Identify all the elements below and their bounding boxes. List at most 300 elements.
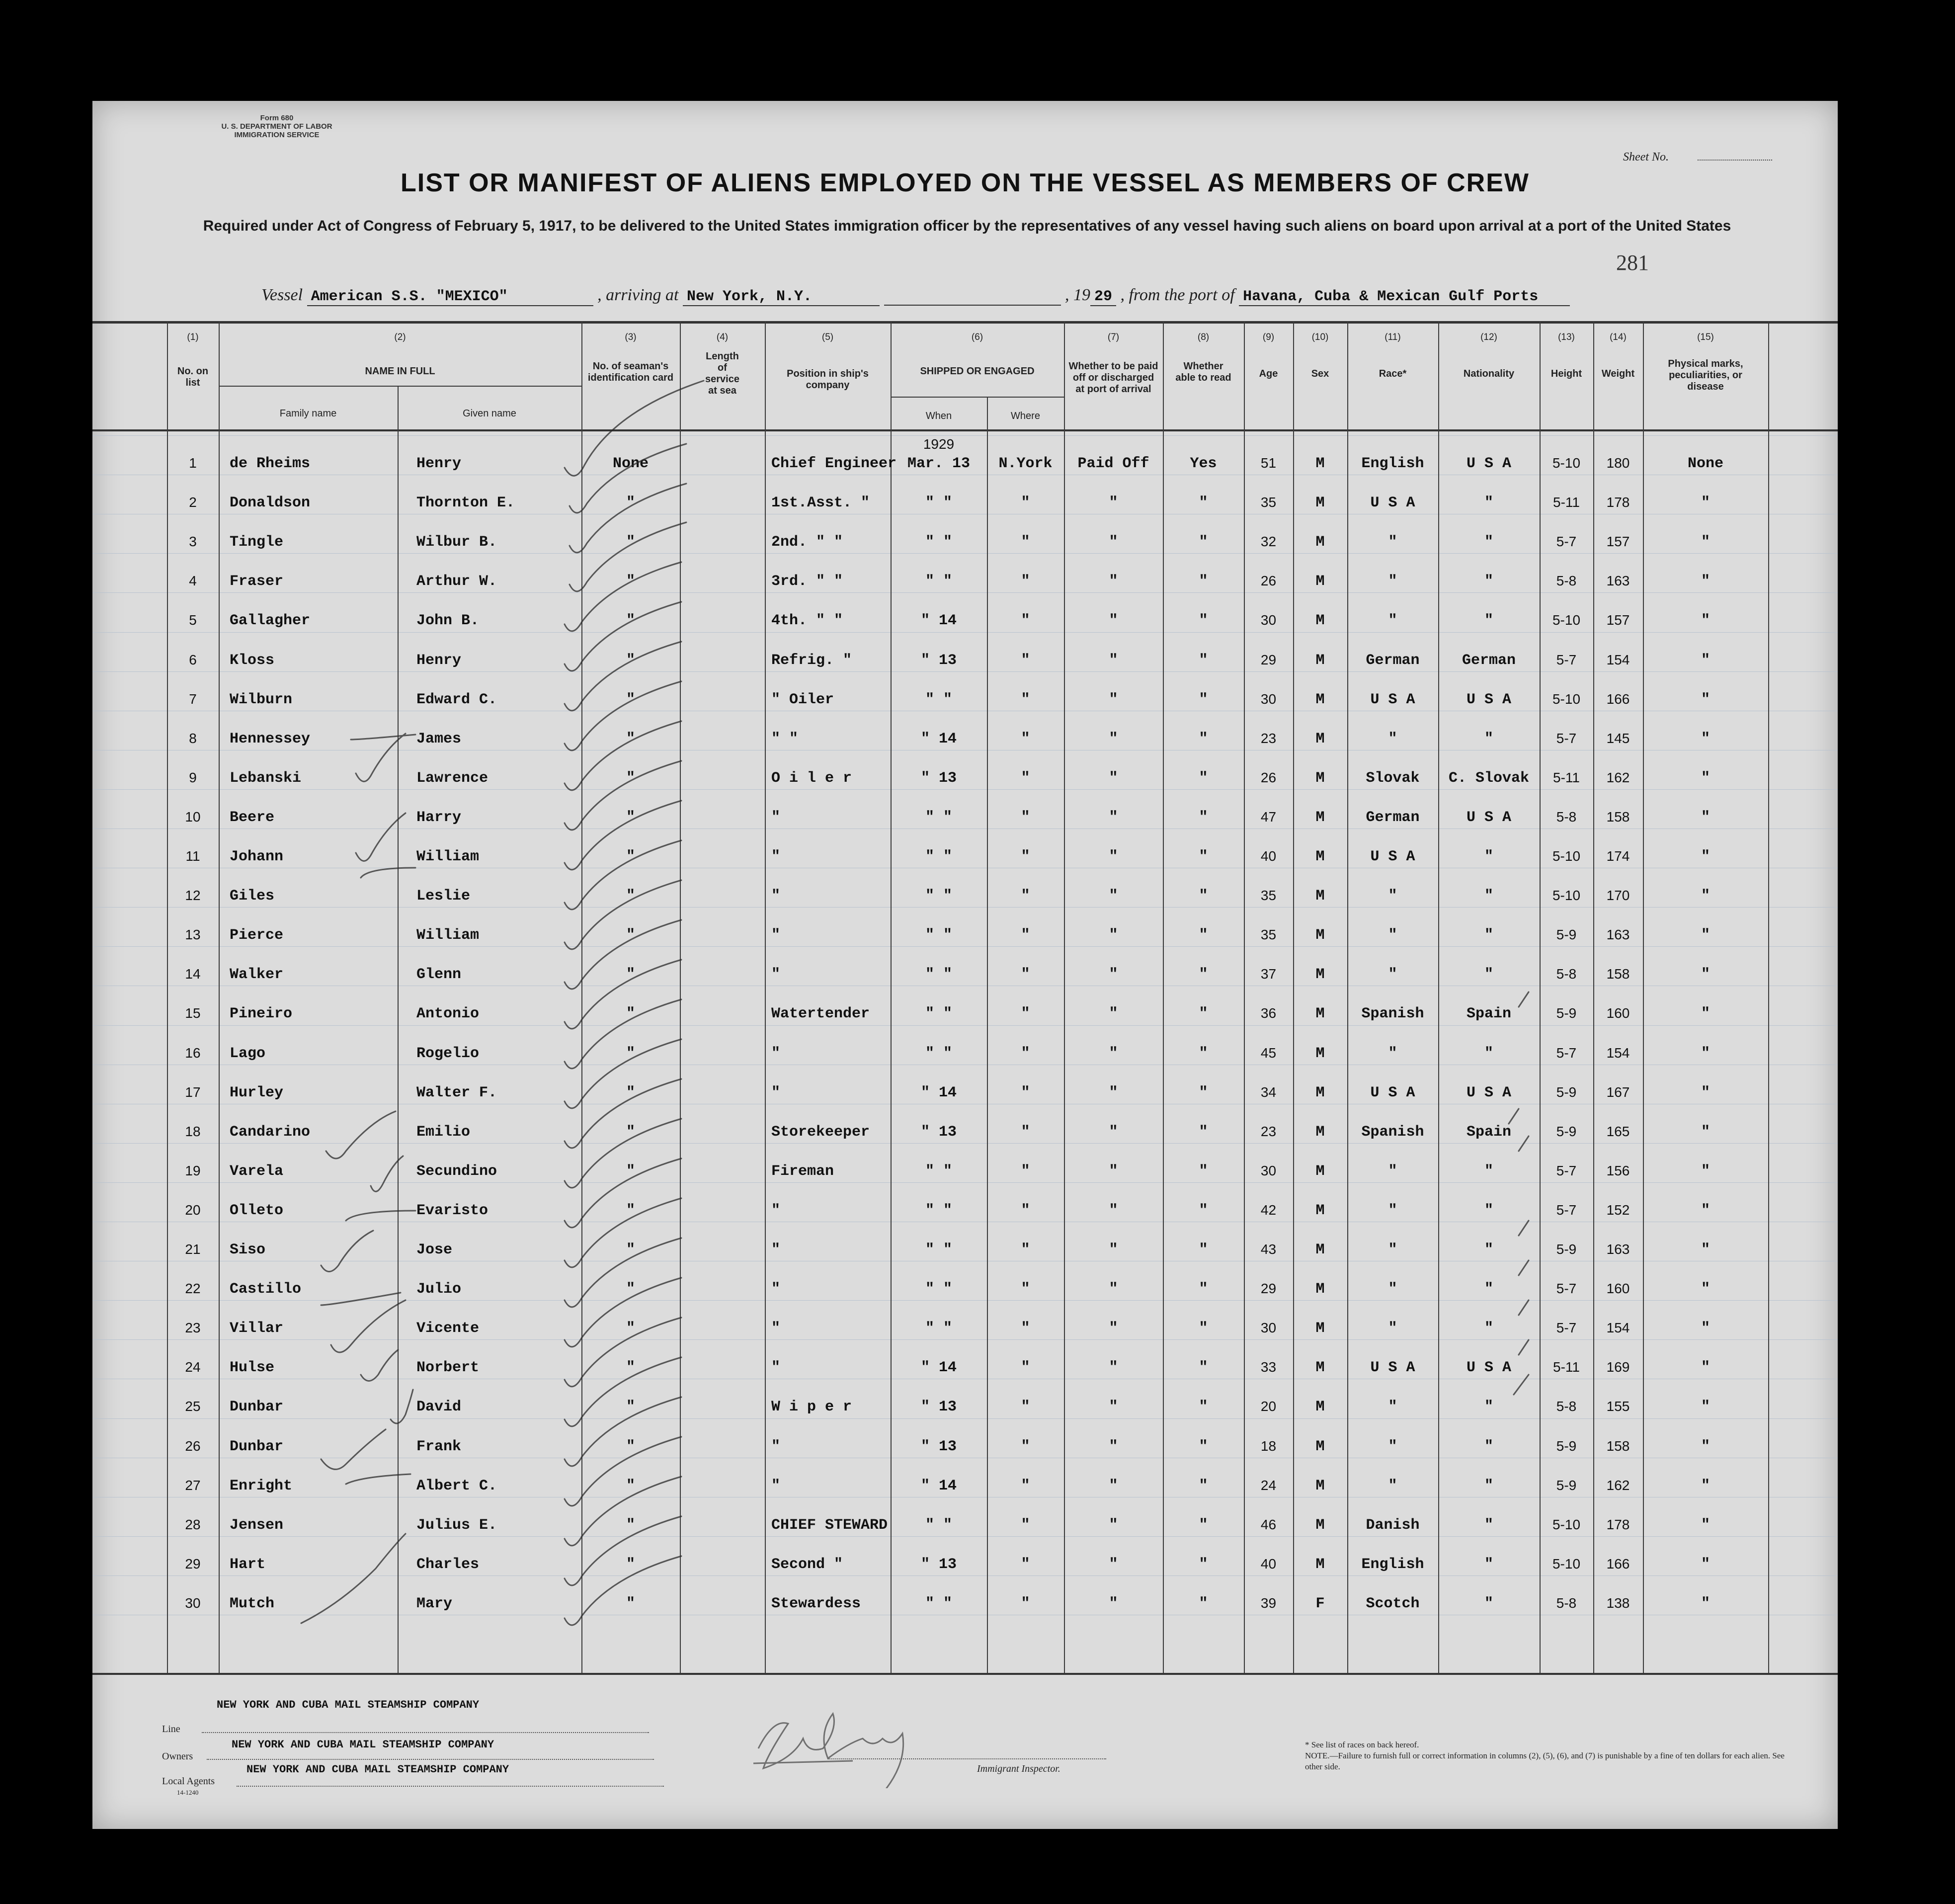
form-code: 14-1240 bbox=[177, 1789, 199, 1796]
vessel-line bbox=[261, 286, 1570, 306]
col7-number: (7) bbox=[1107, 332, 1120, 342]
cell-sex: M bbox=[1315, 1045, 1325, 1062]
cell-shipped-where: " bbox=[1021, 495, 1030, 512]
col13-header: Height bbox=[1550, 368, 1582, 379]
cell-id-card: " bbox=[626, 730, 635, 747]
cell-weight: 166 bbox=[1606, 1556, 1630, 1572]
col3-number: (3) bbox=[625, 332, 637, 342]
from-port: Havana, Cuba & Mexican Gulf Ports bbox=[1239, 288, 1570, 306]
cell-able-to-read: " bbox=[1199, 691, 1208, 708]
cell-shipped-where: " bbox=[1021, 691, 1030, 708]
cell-weight: 145 bbox=[1606, 730, 1630, 746]
cell-position: 1st.Asst. " bbox=[771, 495, 870, 512]
cell-nationality: Spain bbox=[1466, 1123, 1511, 1141]
cell-sex: M bbox=[1315, 495, 1325, 512]
cell-able-to-read: " bbox=[1199, 652, 1208, 669]
vessel-name: American S.S. "MEXICO" bbox=[307, 288, 593, 306]
cell-row-number: 26 bbox=[185, 1438, 201, 1454]
cell-shipped-when: Mar. 13 bbox=[907, 455, 971, 472]
cell-position: " bbox=[771, 809, 781, 826]
cell-shipped-when: " 14 bbox=[920, 1359, 957, 1377]
cell-weight: 158 bbox=[1606, 966, 1630, 982]
year-label: , 19 bbox=[1065, 286, 1090, 304]
cell-shipped-where: " bbox=[1021, 927, 1030, 944]
manifest-sheet bbox=[92, 101, 1838, 1829]
cell-age: 47 bbox=[1260, 809, 1277, 825]
cell-age: 20 bbox=[1260, 1399, 1277, 1414]
vessel-label: Vessel bbox=[261, 286, 303, 304]
cell-row-number: 16 bbox=[185, 1045, 201, 1061]
cell-sex: M bbox=[1315, 1516, 1325, 1534]
cell-race: " bbox=[1388, 1045, 1397, 1062]
cell-age: 35 bbox=[1260, 927, 1277, 943]
cell-family-name: Villar bbox=[230, 1320, 284, 1337]
cell-id-card: " bbox=[626, 1281, 635, 1298]
cell-row-number: 20 bbox=[185, 1202, 201, 1218]
cell-given-name: Julius E. bbox=[416, 1516, 497, 1534]
cell-given-name: Henry bbox=[416, 455, 462, 472]
cell-position: Fireman bbox=[771, 1162, 834, 1180]
cell-paid-off: " bbox=[1109, 1516, 1118, 1534]
cell-shipped-when: " " bbox=[925, 1281, 952, 1298]
cell-family-name: Johann bbox=[230, 848, 284, 865]
cell-shipped-where: " bbox=[1021, 730, 1030, 747]
cell-id-card: " bbox=[626, 966, 635, 984]
cell-position: Stewardess bbox=[771, 1595, 861, 1612]
cell-row-number: 19 bbox=[185, 1162, 201, 1178]
cell-id-card: " bbox=[626, 1359, 635, 1377]
cell-height: 5-9 bbox=[1556, 927, 1577, 943]
cell-weight: 174 bbox=[1606, 848, 1630, 864]
cell-shipped-where: " bbox=[1021, 1242, 1030, 1258]
cell-sex: M bbox=[1315, 1556, 1325, 1573]
col14-number: (14) bbox=[1610, 332, 1627, 342]
cell-able-to-read: " bbox=[1199, 769, 1208, 787]
cell-row-number: 27 bbox=[185, 1477, 201, 1493]
sheet-number-line bbox=[1698, 160, 1772, 161]
cell-weight: 157 bbox=[1606, 534, 1630, 550]
cell-nationality: German bbox=[1462, 652, 1516, 669]
cell-id-card: " bbox=[626, 1242, 635, 1258]
cell-weight: 138 bbox=[1606, 1595, 1630, 1611]
col1-header: No. on list bbox=[177, 366, 209, 388]
cell-height: 5-9 bbox=[1556, 1242, 1577, 1257]
cell-id-card: " bbox=[626, 534, 635, 551]
footnote bbox=[1305, 1739, 1802, 1772]
cell-nationality: " bbox=[1484, 730, 1493, 747]
cell-age: 26 bbox=[1260, 769, 1277, 785]
col7-header: Whether to be paid off or discharged at port of arrival bbox=[1068, 361, 1158, 395]
cell-able-to-read: " bbox=[1199, 1556, 1208, 1573]
cell-sex: M bbox=[1315, 1281, 1325, 1298]
cell-row-number: 1 bbox=[189, 455, 197, 471]
cell-shipped-where: " bbox=[1021, 1281, 1030, 1298]
cell-given-name: Henry bbox=[416, 652, 462, 669]
cell-able-to-read: " bbox=[1199, 848, 1208, 865]
cell-shipped-when: " 13 bbox=[920, 769, 957, 787]
cell-position: W i p e r bbox=[771, 1399, 852, 1416]
cell-able-to-read: " bbox=[1199, 730, 1208, 747]
cell-physical-marks: " bbox=[1701, 848, 1710, 865]
cell-physical-marks: " bbox=[1701, 1045, 1710, 1062]
cell-physical-marks: " bbox=[1701, 1359, 1710, 1377]
cell-given-name: William bbox=[416, 927, 480, 944]
col2-number: (2) bbox=[394, 332, 406, 342]
cell-shipped-when: " 14 bbox=[920, 730, 957, 747]
cell-race: " bbox=[1388, 730, 1397, 747]
cell-able-to-read: Yes bbox=[1190, 455, 1217, 472]
cell-height: 5-9 bbox=[1556, 1123, 1577, 1139]
cell-sex: M bbox=[1315, 1477, 1325, 1494]
cell-race: U S A bbox=[1370, 691, 1415, 708]
cell-physical-marks: " bbox=[1701, 534, 1710, 551]
cell-age: 30 bbox=[1260, 1320, 1277, 1336]
cell-position: 3rd. " " bbox=[771, 573, 843, 590]
cell-nationality: " bbox=[1484, 612, 1493, 630]
cell-paid-off: " bbox=[1109, 495, 1118, 512]
cell-height: 5-9 bbox=[1556, 1005, 1577, 1021]
cell-position: Chief Engineer bbox=[771, 455, 897, 472]
col11-number: (11) bbox=[1385, 332, 1401, 342]
cell-paid-off: " bbox=[1109, 1162, 1118, 1180]
cell-family-name: Pierce bbox=[230, 927, 284, 944]
crew-table bbox=[92, 321, 1838, 1673]
cell-height: 5-11 bbox=[1553, 495, 1580, 510]
cell-race: " bbox=[1388, 1281, 1397, 1298]
cell-nationality: U S A bbox=[1466, 691, 1511, 708]
cell-id-card: " bbox=[626, 1556, 635, 1573]
cell-sex: M bbox=[1315, 809, 1325, 826]
cell-position: " bbox=[771, 966, 781, 984]
department-name: U. S. DEPARTMENT OF LABOR bbox=[221, 122, 332, 131]
cell-shipped-when: " " bbox=[925, 848, 952, 865]
cell-height: 5-10 bbox=[1552, 612, 1581, 628]
cell-shipped-when: " " bbox=[925, 1516, 952, 1534]
cell-height: 5-7 bbox=[1556, 1320, 1577, 1336]
document-title: LIST OR MANIFEST OF ALIENS EMPLOYED ON THE VESSEL AS MEMBERS OF CREW bbox=[401, 168, 1530, 197]
cell-given-name: James bbox=[416, 730, 462, 747]
cell-physical-marks: " bbox=[1701, 1438, 1710, 1455]
cell-family-name: Mutch bbox=[230, 1595, 275, 1612]
cell-weight: 154 bbox=[1606, 652, 1630, 667]
cell-able-to-read: " bbox=[1199, 888, 1208, 905]
col15-header: Physical marks, peculiarities, or disease bbox=[1668, 358, 1743, 392]
cell-nationality: Spain bbox=[1466, 1005, 1511, 1023]
cell-age: 24 bbox=[1260, 1477, 1277, 1493]
cell-family-name: Hurley bbox=[230, 1084, 284, 1101]
cell-paid-off: " bbox=[1109, 730, 1118, 747]
cell-race: Danish bbox=[1366, 1516, 1420, 1534]
cell-age: 40 bbox=[1260, 1556, 1277, 1572]
line-company: NEW YORK AND CUBA MAIL STEAMSHIP COMPANY bbox=[217, 1699, 480, 1711]
cell-race: " bbox=[1388, 888, 1397, 905]
cell-shipped-when: " " bbox=[925, 495, 952, 512]
col9-header: Age bbox=[1259, 368, 1278, 379]
cell-family-name: Hart bbox=[230, 1556, 266, 1573]
from-port-label: , from the port of bbox=[1120, 286, 1235, 304]
cell-able-to-read: " bbox=[1199, 1202, 1208, 1219]
cell-nationality: " bbox=[1484, 1162, 1493, 1180]
cell-position: Watertender bbox=[771, 1005, 870, 1023]
cell-age: 26 bbox=[1260, 573, 1277, 589]
cell-nationality: " bbox=[1484, 1477, 1493, 1494]
cell-weight: 162 bbox=[1606, 1477, 1630, 1493]
cell-physical-marks: " bbox=[1701, 888, 1710, 905]
cell-id-card: " bbox=[626, 1202, 635, 1219]
cell-paid-off: " bbox=[1109, 1242, 1118, 1258]
cell-height: 5-9 bbox=[1556, 1477, 1577, 1493]
col6-header: SHIPPED OR ENGAGED bbox=[920, 366, 1035, 377]
cell-age: 45 bbox=[1260, 1045, 1277, 1061]
cell-weight: 170 bbox=[1606, 888, 1630, 904]
cell-physical-marks: " bbox=[1701, 691, 1710, 708]
sheet-number-label: Sheet No. bbox=[1623, 151, 1669, 164]
cell-row-number: 28 bbox=[185, 1516, 201, 1532]
cell-family-name: Giles bbox=[230, 888, 275, 905]
cell-shipped-when: " 14 bbox=[920, 612, 957, 630]
col2-header: NAME IN FULL bbox=[365, 366, 435, 377]
cell-position: Second " bbox=[771, 1556, 843, 1573]
cell-race: " bbox=[1388, 927, 1397, 944]
cell-race: " bbox=[1388, 1202, 1397, 1219]
cell-paid-off: " bbox=[1109, 1202, 1118, 1219]
col5-header: Position in ship's company bbox=[787, 368, 869, 391]
cell-shipped-when: " 14 bbox=[920, 1477, 957, 1494]
handwritten-check-marks bbox=[92, 321, 1838, 1673]
cell-position: " bbox=[771, 1320, 781, 1337]
cell-nationality: " bbox=[1484, 1399, 1493, 1416]
cell-able-to-read: " bbox=[1199, 1242, 1208, 1258]
cell-weight: 169 bbox=[1606, 1359, 1630, 1375]
cell-sex: M bbox=[1315, 1202, 1325, 1219]
cell-able-to-read: " bbox=[1199, 809, 1208, 826]
cell-id-card: " bbox=[626, 927, 635, 944]
cell-weight: 167 bbox=[1606, 1084, 1630, 1100]
cell-physical-marks: " bbox=[1701, 652, 1710, 669]
cell-given-name: Vicente bbox=[416, 1320, 480, 1337]
cell-shipped-where: " bbox=[1021, 1399, 1030, 1416]
cell-shipped-where: " bbox=[1021, 1438, 1030, 1455]
cell-paid-off: " bbox=[1109, 612, 1118, 630]
cell-given-name: Albert C. bbox=[416, 1477, 497, 1494]
col5-number: (5) bbox=[821, 332, 834, 342]
col10-header: Sex bbox=[1311, 368, 1329, 379]
cell-sex: M bbox=[1315, 730, 1325, 747]
cell-weight: 160 bbox=[1606, 1281, 1630, 1297]
cell-id-card: " bbox=[626, 1320, 635, 1337]
owners-company: NEW YORK AND CUBA MAIL STEAMSHIP COMPANY bbox=[232, 1738, 494, 1751]
cell-paid-off: " bbox=[1109, 1556, 1118, 1573]
col12-header: Nationality bbox=[1463, 368, 1515, 379]
document-subtitle: Required under Act of Congress of February 5, 1917, to be delivered to the United States immigration officer by the representatives of any vessel having such aliens on board upon arrival at a port of the United States bbox=[203, 218, 1731, 234]
cell-nationality: " bbox=[1484, 1242, 1493, 1258]
when-header: When bbox=[925, 411, 952, 421]
cell-shipped-where: " bbox=[1021, 848, 1030, 865]
cell-sex: M bbox=[1315, 1399, 1325, 1416]
cell-given-name: Edward C. bbox=[416, 691, 497, 708]
cell-sex: M bbox=[1315, 848, 1325, 865]
cell-nationality: " bbox=[1484, 573, 1493, 590]
shipped-year: 1929 bbox=[923, 436, 955, 452]
cell-age: 51 bbox=[1260, 455, 1277, 471]
cell-shipped-where: " bbox=[1021, 1162, 1030, 1180]
cell-weight: 152 bbox=[1606, 1202, 1630, 1218]
cell-row-number: 4 bbox=[189, 573, 197, 589]
cell-able-to-read: " bbox=[1199, 927, 1208, 944]
cell-given-name: Leslie bbox=[416, 888, 471, 905]
cell-race: U S A bbox=[1370, 1084, 1415, 1101]
cell-family-name: Candarino bbox=[230, 1123, 311, 1141]
cell-nationality: U S A bbox=[1466, 455, 1511, 472]
cell-id-card: " bbox=[626, 769, 635, 787]
cell-row-number: 24 bbox=[185, 1359, 201, 1375]
cell-position: " bbox=[771, 1242, 781, 1258]
cell-race: Slovak bbox=[1366, 769, 1420, 787]
cell-age: 40 bbox=[1260, 848, 1277, 864]
cell-age: 29 bbox=[1260, 1281, 1277, 1297]
cell-physical-marks: " bbox=[1701, 1399, 1710, 1416]
local-agents-label: Local Agents bbox=[162, 1776, 215, 1787]
cell-weight: 158 bbox=[1606, 1438, 1630, 1454]
family-name-header: Family name bbox=[279, 408, 337, 419]
cell-row-number: 23 bbox=[185, 1320, 201, 1336]
cell-shipped-when: " 13 bbox=[920, 1123, 957, 1141]
cell-position: CHIEF STEWARD bbox=[771, 1516, 888, 1534]
cell-position: " bbox=[771, 1202, 781, 1219]
cell-physical-marks: " bbox=[1701, 612, 1710, 630]
cell-shipped-when: " " bbox=[925, 573, 952, 590]
cell-row-number: 22 bbox=[185, 1281, 201, 1297]
cell-nationality: " bbox=[1484, 495, 1493, 512]
cell-paid-off: " bbox=[1109, 1005, 1118, 1023]
cell-shipped-when: " " bbox=[925, 691, 952, 708]
cell-position: O i l e r bbox=[771, 769, 852, 787]
cell-physical-marks: " bbox=[1701, 1162, 1710, 1180]
cell-nationality: " bbox=[1484, 848, 1493, 865]
cell-family-name: Kloss bbox=[230, 652, 275, 669]
cell-given-name: Glenn bbox=[416, 966, 462, 984]
cell-row-number: 29 bbox=[185, 1556, 201, 1572]
cell-weight: 163 bbox=[1606, 573, 1630, 589]
cell-weight: 160 bbox=[1606, 1005, 1630, 1021]
cell-row-number: 5 bbox=[189, 612, 197, 628]
cell-shipped-when: " " bbox=[925, 1595, 952, 1612]
cell-id-card: " bbox=[626, 1477, 635, 1494]
cell-physical-marks: " bbox=[1701, 730, 1710, 747]
cell-weight: 178 bbox=[1606, 495, 1630, 510]
cell-nationality: " bbox=[1484, 1595, 1493, 1612]
cell-race: Scotch bbox=[1366, 1595, 1420, 1612]
cell-shipped-where: " bbox=[1021, 888, 1030, 905]
cell-family-name: Lago bbox=[230, 1045, 266, 1062]
cell-race: " bbox=[1388, 534, 1397, 551]
col4-header: Length of service at sea bbox=[705, 351, 739, 396]
cell-shipped-where: " bbox=[1021, 1005, 1030, 1023]
cell-nationality: U S A bbox=[1466, 1084, 1511, 1101]
cell-nationality: C. Slovak bbox=[1448, 769, 1530, 787]
cell-sex: M bbox=[1315, 1005, 1325, 1023]
cell-race: " bbox=[1388, 1162, 1397, 1180]
cell-shipped-when: " 13 bbox=[920, 652, 957, 669]
cell-paid-off: " bbox=[1109, 966, 1118, 984]
cell-id-card: " bbox=[626, 652, 635, 669]
cell-family-name: Olleto bbox=[230, 1202, 284, 1219]
cell-physical-marks: " bbox=[1701, 1281, 1710, 1298]
cell-weight: 165 bbox=[1606, 1123, 1630, 1139]
cell-height: 5-8 bbox=[1556, 1595, 1577, 1611]
arriving-port: New York, N.Y. bbox=[683, 288, 880, 306]
cell-family-name: de Rheims bbox=[230, 455, 311, 472]
cell-id-card: " bbox=[626, 1162, 635, 1180]
cell-physical-marks: " bbox=[1701, 1477, 1710, 1494]
cell-given-name: Walter F. bbox=[416, 1084, 497, 1101]
cell-shipped-when: " " bbox=[925, 1202, 952, 1219]
cell-paid-off: " bbox=[1109, 1045, 1118, 1062]
cell-age: 33 bbox=[1260, 1359, 1277, 1375]
cell-shipped-when: " " bbox=[925, 1320, 952, 1337]
cell-height: 5-8 bbox=[1556, 1399, 1577, 1414]
cell-sex: M bbox=[1315, 612, 1325, 630]
cell-family-name: Wilburn bbox=[230, 691, 293, 708]
cell-sex: M bbox=[1315, 1438, 1325, 1455]
cell-paid-off: " bbox=[1109, 691, 1118, 708]
cell-height: 5-10 bbox=[1552, 848, 1581, 864]
col3-header: No. of seaman's identification card bbox=[587, 361, 674, 383]
cell-physical-marks: " bbox=[1701, 966, 1710, 984]
cell-position: Storekeeper bbox=[771, 1123, 870, 1141]
cell-row-number: 3 bbox=[189, 534, 197, 550]
cell-sex: M bbox=[1315, 1123, 1325, 1141]
cell-able-to-read: " bbox=[1199, 1281, 1208, 1298]
cell-paid-off: " bbox=[1109, 927, 1118, 944]
cell-height: 5-10 bbox=[1552, 888, 1581, 904]
cell-shipped-when: " 14 bbox=[920, 1084, 957, 1101]
cell-shipped-when: " " bbox=[925, 1242, 952, 1258]
cell-nationality: " bbox=[1484, 966, 1493, 984]
col9-number: (9) bbox=[1262, 332, 1275, 342]
cell-able-to-read: " bbox=[1199, 495, 1208, 512]
cell-given-name: Julio bbox=[416, 1281, 462, 1298]
owners-label: Owners bbox=[162, 1751, 193, 1762]
cell-age: 30 bbox=[1260, 691, 1277, 707]
cell-row-number: 6 bbox=[189, 652, 197, 667]
cell-paid-off: " bbox=[1109, 848, 1118, 865]
cell-position: " bbox=[771, 1045, 781, 1062]
form-identifier bbox=[165, 114, 389, 139]
cell-able-to-read: " bbox=[1199, 1084, 1208, 1101]
cell-shipped-where: " bbox=[1021, 1084, 1030, 1101]
col11-header: Race* bbox=[1379, 368, 1407, 379]
cell-race: " bbox=[1388, 1242, 1397, 1258]
cell-race: U S A bbox=[1370, 1359, 1415, 1377]
cell-height: 5-7 bbox=[1556, 652, 1577, 667]
cell-shipped-where: " bbox=[1021, 1045, 1030, 1062]
cell-able-to-read: " bbox=[1199, 1162, 1208, 1180]
cell-sex: M bbox=[1315, 888, 1325, 905]
cell-given-name: Charles bbox=[416, 1556, 480, 1573]
cell-id-card: " bbox=[626, 848, 635, 865]
page-number-stamp: 281 bbox=[1616, 250, 1649, 275]
cell-shipped-where: " bbox=[1021, 1123, 1030, 1141]
cell-able-to-read: " bbox=[1199, 1477, 1208, 1494]
cell-position: " bbox=[771, 888, 781, 905]
cell-position: " bbox=[771, 1438, 781, 1455]
cell-family-name: Tingle bbox=[230, 534, 284, 551]
cell-id-card: " bbox=[626, 809, 635, 826]
cell-paid-off: " bbox=[1109, 1359, 1118, 1377]
cell-id-card: None bbox=[612, 455, 649, 472]
cell-race: " bbox=[1388, 573, 1397, 590]
